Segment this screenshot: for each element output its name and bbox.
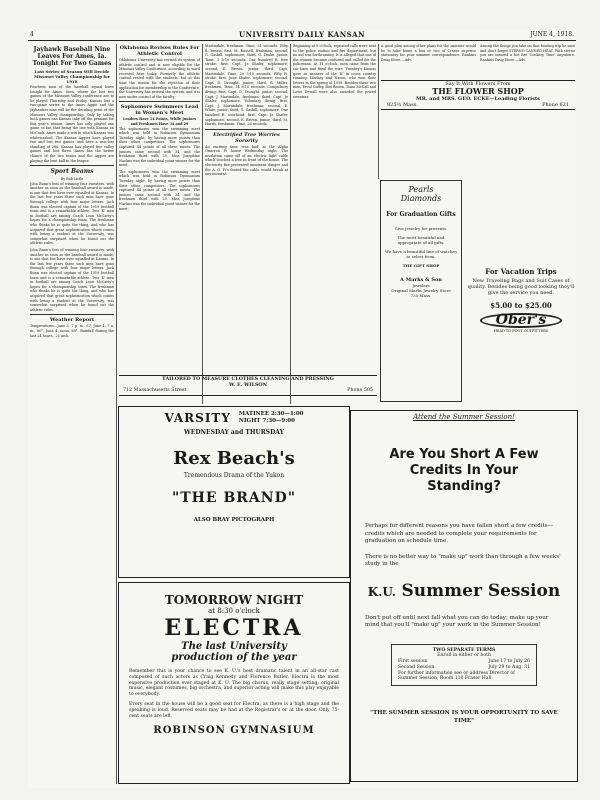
column-rule	[378, 44, 379, 179]
rankins-sterno-ad	[480, 44, 575, 74]
varsity-theater-ad	[118, 406, 350, 578]
sport-beams-article: John Bunn's feat of winning four sweaters, with another as soon as the baseball award is made, is one that few have ever equalled at Kansas. In the last few years three such men have gone through college with four major letters. Jack Bunn was elected captain of the 1919 football team and is a remarkable athlete. Two 'K' men in football are among Coach Leon McCarty's hopes for a championship team. The freshman who thinks he is quite the thing, and who has acquired that great sophistication which comes with being a student at the University, was somewhat surprised when he found out the athletic rules.	[30, 181, 114, 246]
column-3	[205, 44, 288, 389]
diamonds-title: Diamonds	[400, 194, 442, 203]
summer-slogan: "THE SUMMER SESSION IS YOUR OPPORTUNITY TO SAVE TIME"	[370, 710, 558, 724]
summer-paragraph-3: Don't put off until next fall what you can do today; make up your mind that you'll "make up" your work in the Summer Session!	[365, 614, 549, 628]
column-1	[30, 44, 114, 780]
marks-original: Original Marks Jewelry Store	[391, 288, 451, 293]
divider	[205, 129, 288, 130]
marks-firm: A Marks & Son	[400, 277, 442, 283]
varsity-night: NIGHT 7:30—9:00	[238, 418, 295, 424]
divider	[30, 165, 114, 166]
baseball-article: Fourteen men of the baseball squad leave tonight for Ames, Iowa, where the last two games of the Missouri Valley conference are to be played Thursday and Friday. Kansas lost a two-game series to the Ames Aggie and the Jayhawker nine will be the deciding point of the Missouri Valley championship. Only by taking both games can Kansas take off the pennant for this year's season. Ames has only played one game so far, that being the one with Kansas on McCook. Ames made a win in which Kansas was whitewashed. The Kansas Aggies have played two and lost two games, and have a won-lost standing of 286. Kansas has played five valley games and lost three. Ames has the better chance of the two teams and the Aggies are playing the best ball in the league.	[30, 85, 114, 163]
column-4	[293, 44, 376, 389]
summer-session-ad	[350, 410, 578, 782]
tree-article: An exciting time 'was had' at the Alpha Omicron Pi house Wednesday night. The insulation came off of an electric light cable which touched a tree in front of the house. The electricity fire presented imminent danger and the A. O. Pi's feared the cable would break at any moment.	[205, 144, 288, 177]
electra-sub-1: The last University	[181, 641, 287, 652]
swimmers-article-cont: The sophomores won the swimming meet which was held in Robinson Gymnasium Tuesday night, by having more points than their other competitors. The sophomores captured 44 points of all three meets. The juniors came second with 34, and the freshmen third with 29. Miss Josephine Nazlins was the individual point winner for the meet.	[119, 169, 200, 211]
swimmers-headline: Sophomore Swimmers Lead in Women's Meet	[120, 104, 199, 117]
tree-headline: Electrified Tree Worries Sorority	[213, 131, 280, 144]
column-rule	[290, 44, 291, 404]
robinson-gymnasium: ROBINSON GYMNASIUM	[153, 725, 315, 737]
flower-phone: Phone 621	[542, 102, 569, 108]
divider	[119, 101, 200, 102]
graduation-gifts: For Graduation Gifts	[386, 211, 456, 218]
weather-report: Temperatures—June 3, 7 p. m., 67; June 4, 7 a. m., 60°. June 4, noon, 69°. Rainfall during the last 24 hours, .21 inch.	[30, 324, 114, 338]
page-header	[28, 30, 576, 41]
marks-address: 735 Mass.	[410, 293, 432, 298]
divider	[30, 314, 114, 315]
newspaper-page	[28, 30, 576, 788]
terms-info: For further information see or address Director of Summer Session, Room 110 Fraser Hall.	[398, 670, 515, 682]
film-desc: Tremendous Drama of the Yukon	[183, 472, 285, 479]
column-rule	[202, 44, 203, 404]
page-number: 4	[30, 31, 34, 38]
term-1-label: First session	[398, 659, 428, 665]
sport-beams-headline: Sport Beams	[50, 168, 94, 176]
obers-logo-sub: HEAD TO FOOT OUTFITTERS	[493, 329, 549, 333]
wilson-tagline: TAILORED TO MEASURE CLOTHES CLEANING AND PRESSING	[162, 376, 334, 382]
weather-headline: Weather Report	[49, 317, 95, 324]
term-2-label: Second Session	[398, 664, 435, 670]
electra-paragraph-1: Remember this is your chance to see K. U.'s best dramatic talent in an all-star cast composed of such actors as Craig Kennedy and Florence Butler. Electra is the most expensive production ever staged at K. U. The big chorus, really stage setting, original music, elegant costumes, big orchestra, and superior acting will make this play enjoyable to everybody.	[129, 669, 339, 698]
swimmers-article: The sophomores won the swimming meet which was held in Robinson Gymnasium Tuesday night, by having more points than their other competitors. The sophomores captured 44 points of all three meets. The juniors came second with 34, and the freshmen third with 29. Miss Josephine Nazlins was the individual point winner for the meet.	[119, 126, 200, 168]
trip-body: New Traveling Bags and Suit Cases of quality. Besides being good looking they'll give the service you need.	[467, 278, 575, 296]
sport-byline: By Bob Little	[60, 177, 84, 182]
flower-address: 825½ Mass.	[387, 102, 418, 108]
summer-paragraph-2: There is no better way to "make up" work than through a few weeks' study in the	[365, 553, 561, 567]
term-2-dates: July 29 to Aug. 31	[488, 664, 530, 670]
rankins-stationery-text: A good plan among other plans for the summer would be to take home a box or two of Crasse superior stationery for your summer correspondence. Rankins Drug Store.—Adv.	[381, 44, 476, 62]
electra-sub-2: production of the year	[171, 652, 297, 663]
electra-title: ELECTRA	[164, 615, 304, 641]
varsity-matinee: MATINEE 2:30—1:00	[238, 411, 304, 417]
terms-box	[391, 644, 537, 687]
pearls-diamonds-ad	[380, 180, 462, 402]
issue-date: JUNE 4, 1918.	[530, 31, 574, 38]
wilson-name: W. E. WILSON	[228, 381, 267, 388]
wilson-address: 712 Massachusetts Street	[123, 388, 187, 394]
trip-price: $5.00 to $25.00	[490, 301, 552, 310]
baseball-subhead: Last Series of Season Will Decide Missouri Valley Championship for 1918	[34, 69, 110, 84]
marks-jewelers: Jewelers	[412, 283, 430, 288]
electra-paragraph-2: Every seat in the house will be a good seat for Electra, as there is a high stage and the speaking is loud. Reserved seats may be had at the Registrar's or at the door. Only 75-cent seats are left.	[129, 701, 339, 719]
obers-logo: Ober's	[480, 313, 562, 328]
rex-beach: Rex Beach's	[173, 448, 295, 469]
oklahoma-article: Oklahoma University has revised its system of athletic control and is now eligible for the Missouri Valley Conference, according to word received here today. Formerly the athletic control rested with the students, but at this time the reason for the rejection of their application for membership to the Conference, the University has revised the system, and it is now under control of the faculty.	[119, 58, 200, 99]
column-rule	[116, 44, 117, 784]
obers-vacation-ad	[466, 268, 576, 335]
pearls-line-2: The most beautiful and appropriate of all gifts.	[397, 235, 445, 245]
pearls-title: Pearls	[408, 185, 434, 194]
rankins-stationery-ad	[381, 44, 476, 74]
gift-shop: THE GIFT SHOP	[402, 263, 440, 268]
pearls-line-1: Give Jewelry for presents.	[394, 226, 448, 231]
varsity-name: VARSITY	[164, 411, 231, 425]
sport-beams-article-cont: John Bunn's feat of winning four sweaters, with another as soon as the baseball award is made, is one that few have ever equalled at Kansas. In the last few years three such men have gone through college with four major letters. Jack Bunn was elected captain of the 1919 football team and is a remarkable athlete. Two 'K' men in football are among Coach Leon McCarty's hopes for a championship team. The freshman who thinks he is quite the thing, and who has acquired that great sophistication which comes with being a student at the University, was somewhat surprised when he found out the athletic rules.	[30, 248, 114, 312]
varsity-days: WEDNESDAY and THURSDAY	[184, 429, 284, 436]
wilson-ad	[119, 375, 377, 396]
summer-paragraph-1: Perhaps for different reasons you have fallen short a few credits—credits which are needed to complete your requirements for graduation on schedule time.	[365, 523, 554, 544]
flower-owners: MR. and MRS. GEO. ECKE—Leading Florists	[416, 96, 540, 102]
term-1-dates: June 17 to July 26	[488, 659, 530, 665]
summer-tag: Attend the Summer Session!	[413, 413, 515, 421]
rankins-sterno-text: Among the things you take on that boating trip be sure and don't forget STERNO CANNED HEAT. With sterno you are insured a hot fire 'Cookery Time' anywhere. Rankins Drug Store.—Adv.	[480, 44, 575, 62]
paper-name: UNIVERSITY DAILY KANSAN	[238, 30, 366, 39]
ku-label: K.U.	[367, 584, 396, 599]
summer-session-title: Summer Session	[401, 580, 561, 601]
flower-shop-ad	[381, 80, 575, 110]
trip-headline: For Vacation Trips	[485, 267, 557, 276]
baseball-headline: Jayhawk Baseball Nine Leaves For Ames, Ia. Tonight For Two Games	[32, 46, 112, 67]
column-2	[119, 44, 200, 389]
terms-sub: Enroll in either or both	[437, 653, 491, 659]
flower-say: Say It With Flowers From	[445, 81, 511, 87]
credits-question: Are You Short A Few Credits In Your Standing?	[389, 447, 539, 494]
terms-head: TWO SEPARATE TERMS	[432, 647, 496, 653]
electra-time: at 8:30 o'clock	[208, 607, 260, 615]
electra-ad	[118, 582, 350, 784]
pearls-line-3: We have a beautiful line of watches to select from.	[385, 249, 457, 259]
tree-article-cont: Beginning at 9 o'clock, repeated calls were sent to the police station and fire department, but no aid was forthcoming. It is alleged that one of the women became confused and called for the policeman. At 11 o'clock, men came from the car barn and fixed the wire. Tuesday's Kansas gave as winners of the 'K' in cross country running, Lindsay and Nason, who won their letters in the spring of 1918. Besides these two men, Erval Coffey, Rex Brown, Dana McCall and Lowe Dewall were also awarded the prized sweaters.	[293, 44, 376, 99]
swim-results: Martindale, freshman. Time, 31 seconds. Fifty ft. breast: first, M. Russell, freshman; second, G. Gaskill, sophomore; third, G. Drake, junior. Time, 1 8-10 seconds. One hundred ft. free stroke: first, Capt. Je Shafer, sophomore; second, E. Brown, junior; third, Capt. Martindale. Time, 20 5-10 seconds. Fifty ft. stroke: first, June Shafer, sophomore; second, Capt. D. Drought, junior; third, R. Miller, freshmen. Time, 14 8-10 seconds. Compulsory diving: first, Capt. D. Drought, junior; second, Capt. J. Martindale, freshman; third, Capt. Je Shafer, sophomore. Voluntary diving: first, Capt. J. Martindale, freshman; second, E. White, junior; third, G. Gaskill, sophomore. One hundred ft. overhead: first, Capt. Je Shafer, sophomore; second, E. Brown, junior; third, M. Harris, freshman. Time, 26 seconds.	[205, 44, 288, 127]
film-title: "THE BRAND"	[171, 490, 297, 506]
flower-shop-name: THE FLOWER SHOP	[432, 86, 524, 96]
oklahoma-headline: Oklahoma Revises Rules For Athletic Control	[119, 45, 200, 57]
tomorrow-night: TOMORROW NIGHT	[164, 593, 304, 607]
also-bray: ALSO BRAY PICTOGRAPH	[193, 517, 275, 523]
swimmers-subhead: Leaders Have 14 Points, While Juniors and Freshmen Have 34 and 29	[122, 117, 197, 126]
wilson-phone: Phone 505	[347, 388, 373, 394]
